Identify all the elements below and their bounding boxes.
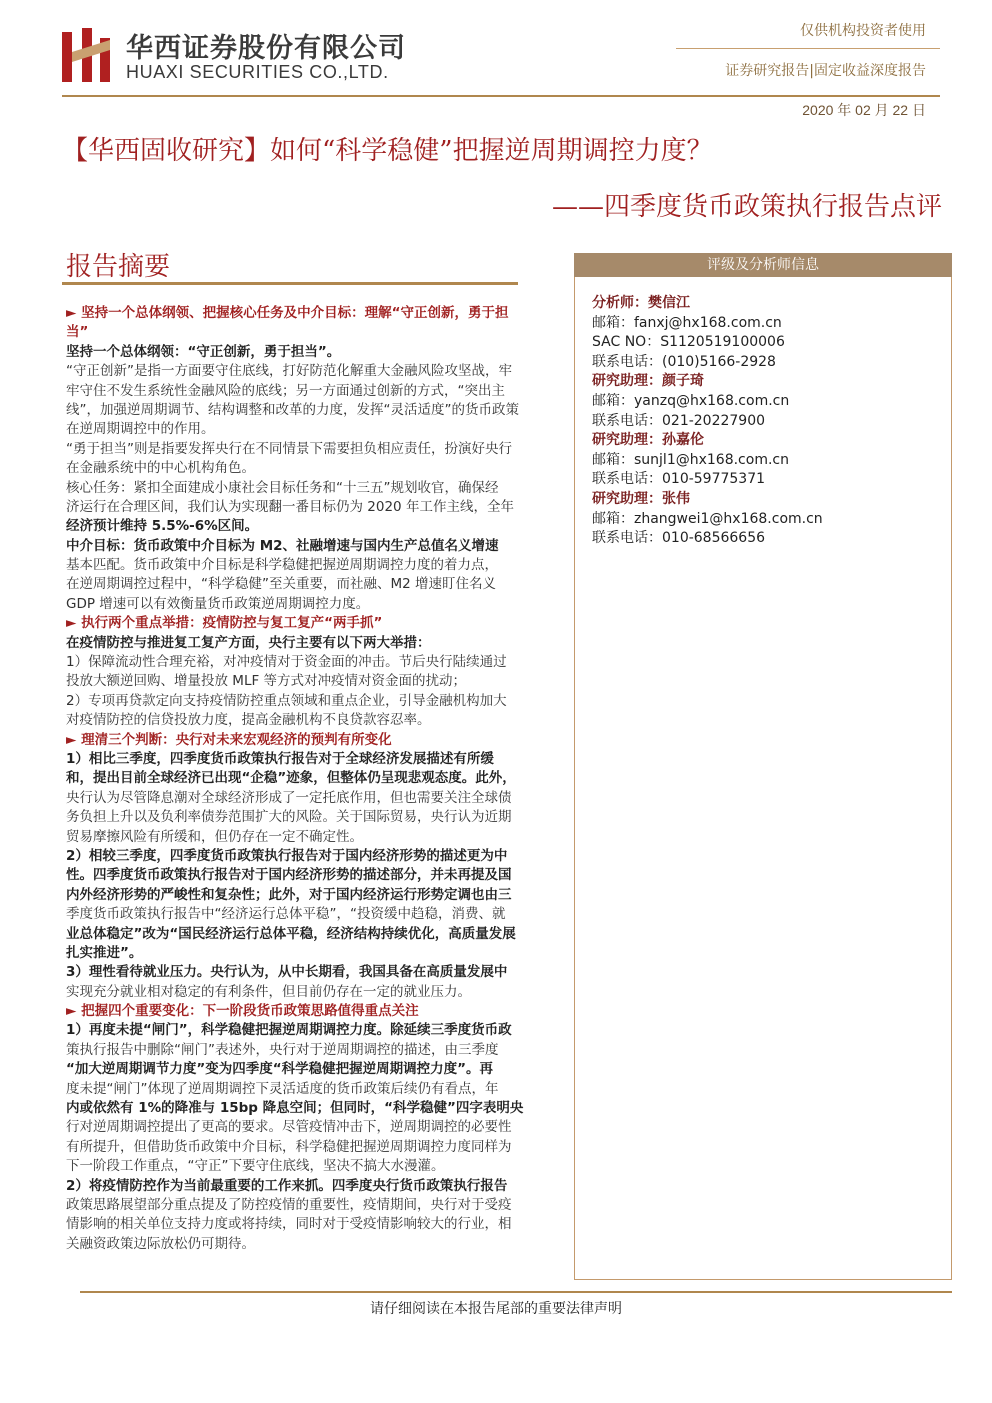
analyst-list [592,294,942,549]
abstract-line: 2）专项再贷款定向支持疫情防控重点领域和重点企业，引导金融机构加大 [66,692,507,709]
company-name-cn: 华西证券股份有限公司 [126,33,406,64]
abstract-line: 2）相较三季度，四季度货币政策执行报告对于国内经济形势的描述更为中 [66,847,508,864]
analyst-contact: 联系电话：010-68566656 [592,530,766,547]
abstract-line: 业总体稳定”改为“国民经济运行总体平稳，经济结构持续优化，高质量发展 [66,925,516,942]
section-heading-line: ► 执行两个重点举措：疫情防控与复工复产“两手抓” [66,615,383,632]
abstract-line: 济运行在合理区间，我们认为实现翻一番目标仍为 2020 年工作主线，全年 [66,498,514,515]
abstract-line: 在金融系统中的中心机构角色。 [66,460,255,477]
legal-notice: 请仔细阅读在本报告尾部的重要法律声明 [370,1301,622,1317]
abstract-line: 政策思路展望部分重点提及了防控疫情的重要性，疫情期间，央行对于受疫 [66,1196,512,1213]
abstract-line: 和，提出目前全球经济已出现“企稳”迹象，但整体仍呈现悲观态度。此外， [66,770,516,787]
analyst-name: 研究助理：张伟 [592,490,690,507]
section-heading-line: 当” [66,324,89,341]
analyst-name: 研究助理：颜子琦 [592,373,704,390]
abstract-line: 扎实推进”。 [66,944,143,961]
abstract-line: 有所提升，但借助货币政策中介目标，科学稳健把握逆周期调控力度同样为 [66,1138,512,1155]
analyst-contact: 邮箱：fanxj@hx168.com.cn [592,314,782,331]
abstract-line: 中介目标：货币政策中介目标为 M2、社融增速与国内生产总值名义增速 [66,537,499,554]
abstract-line: 对疫情防控的信贷投放力度，提高金融机构不良贷款容忍率。 [66,712,431,729]
abstract-line: 务负担上升以及负利率债券范围扩大的风险。关于国际贸易，央行认为近期 [66,809,512,826]
abstract-heading: 报告摘要 [66,252,171,282]
analyst-contact: 联系电话：021-20227900 [592,412,766,429]
abstract-line: 投放大额逆回购、增量投放 MLF 等方式对冲疫情对资金面的扰动； [66,673,467,690]
analyst-contact: 邮箱：sunjl1@hx168.com.cn [592,451,789,468]
abstract-line: 行对逆周期调控提出了更高的要求。尽管疫情冲击下，逆周期调控的必要性 [66,1119,512,1136]
section-heading-line: ► 坚持一个总体纲领、把握核心任务及中介目标：理解“守正创新，勇于担 [66,305,509,321]
abstract-line: 在逆周期调控中的作用。 [66,421,215,438]
abstract-line: 坚持一个总体纲领：“守正创新，勇于担当”。 [66,343,341,360]
abstract-line: 经济预计维持 5.5%-6%区间。 [66,518,259,535]
abstract-line: 情影响的相关单位支持力度或将持续，同时对于受疫情影响较大的行业，相 [66,1216,512,1233]
audience-note: 仅供机构投资者使用 [800,23,926,39]
analyst-contact: 邮箱：zhangwei1@hx168.com.cn [592,510,823,527]
abstract-line: 策执行报告中删除“闸门”表述外，央行对于逆周期调控的描述，由三季度 [66,1041,499,1058]
analyst-name: 分析师：樊信江 [592,295,690,311]
header-divider-short [676,48,940,49]
abstract-line: 内外经济形势的严峻性和复杂性；此外，对于国内经济运行形势定调也由三 [66,886,512,903]
analyst-contact: 联系电话：(010)5166-2928 [592,353,776,370]
analyst-name: 研究助理：孙嘉伦 [592,432,704,449]
analyst-contact: 联系电话：010-59775371 [592,471,766,488]
abstract-line: 核心任务：紧扣全面建成小康社会目标任务和“十三五”规划收官，确保经 [66,479,499,496]
analyst-contact: SAC NO：S1120519100006 [592,334,785,351]
abstract-line: 2）将疫情防控作为当前最重要的工作来抓。四季度央行货币政策执行报告 [66,1177,508,1194]
abstract-line: 3）理性看待就业压力。央行认为，从中长期看，我国具备在高质量发展中 [66,964,508,981]
report-subtitle: ——四季度货币政策执行报告点评 [551,192,942,222]
abstract-line: 在疫情防控与推进复工复产方面，央行主要有以下两大举措： [66,634,431,651]
abstract-line: 1）再度未提“闸门”，科学稳健把握逆周期调控力度。除延续三季度货币政 [66,1022,512,1039]
huaxi-logo-icon [62,26,114,84]
abstract-line: 度未提“闸门”体现了逆周期调控下灵活适度的货币政策后续仍有看点，年 [66,1080,499,1097]
footer-divider [80,1291,952,1293]
abstract-line: 贸易摩擦风险有所缓和，但仍存在一定不确定性。 [66,828,363,845]
abstract-line: 牢守住不发生系统性金融风险的底线；另一方面通过创新的方式，“突出主 [66,382,505,399]
analyst-panel-header: 评级及分析师信息 [574,253,952,277]
section-heading-line: ► 把握四个重要变化：下一阶段货币政策思路值得重点关注 [66,1003,419,1020]
section-heading-line: ► 理清三个判断：央行对未来宏观经济的预判有所变化 [66,731,392,748]
abstract-line: 关融资政策边际放松仍可期待。 [66,1235,255,1252]
report-title: 【华西固收研究】如何“科学稳健”把握逆周期调控力度？ [62,136,713,166]
abstract-line: 央行认为尽管降息潮对全球经济形成了一定托底作用，但也需要关注全球债 [66,789,512,806]
company-name-en: HUAXI SECURITIES CO.,LTD. [126,62,389,82]
abstract-line: “守正创新”是指一方面要守住底线，打好防范化解重大金融风险攻坚战，牢 [66,363,512,380]
abstract-line: 性。四季度货币政策执行报告对于国内经济形势的描述部分，并未再提及国 [66,867,512,884]
abstract-line: “勇于担当”则是指要发挥央行在不同情景下需要担负相应责任，扮演好央行 [66,440,512,457]
abstract-line: 1）相比三季度，四季度货币政策执行报告对于全球经济发展描述有所缓 [66,750,494,767]
abstract-underline [62,282,518,285]
header-divider [62,95,940,97]
abstract-line: GDP 增速可以有效衡量货币政策逆周期调控力度。 [66,595,370,612]
report-date: 2020 年 02 月 22 日 [802,102,926,118]
abstract-line: 在逆周期调控过程中，“科学稳健”至关重要，而社融、M2 增速盯住名义 [66,576,497,593]
abstract-body [66,304,564,1254]
abstract-line: 线”，加强逆周期调节、结构调整和改革的力度，发挥“灵活适度”的货币政策 [66,401,519,418]
report-type: 证券研究报告|固定收益深度报告 [725,63,926,79]
abstract-line: 下一阶段工作重点，“守正”下要守住底线，坚决不搞大水漫灌。 [66,1158,445,1175]
abstract-line: “加大逆周期调节力度”变为四季度“科学稳健把握逆周期调控力度”。再 [66,1061,493,1078]
abstract-line: 实现充分就业相对稳定的有利条件，但目前仍存在一定的就业压力。 [66,983,471,1000]
abstract-line: 季度货币政策执行报告中“经济运行总体平稳”，“投资缓中趋稳，消费、就 [66,906,506,923]
abstract-line: 内或依然有 1%的降准与 15bp 降息空间；但同时，“科学稳健”四字表明央 [66,1100,524,1117]
abstract-line: 基本匹配。货币政策中介目标是科学稳健把握逆周期调控力度的着力点， [66,557,498,574]
abstract-line: 1）保障流动性合理充裕，对冲疫情对于资金面的冲击。节后央行陆续通过 [66,654,507,671]
analyst-contact: 邮箱：yanzq@hx168.com.cn [592,392,790,409]
